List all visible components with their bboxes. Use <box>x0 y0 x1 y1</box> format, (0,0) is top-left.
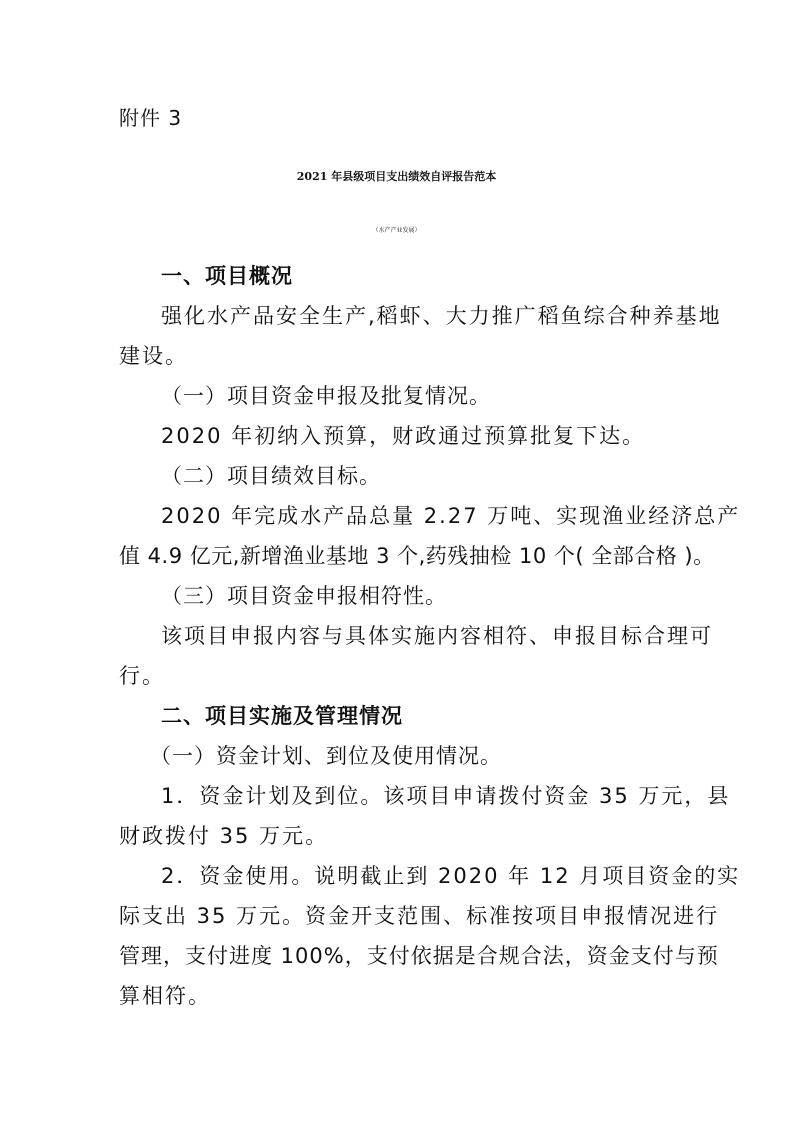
page-subtitle: （水产产业发展） <box>372 227 421 234</box>
section2-item2-line3: 管理，支付进度 100%，支付依据是合规合法，资金支付与预 <box>119 944 719 968</box>
section2-item2-line1: 2．资金使用。说明截止到 2020 年 12 月项目资金的实 <box>161 864 741 888</box>
page-title: 2021 年县级项目支出绩效自评报告范本 <box>296 170 497 183</box>
section1-sub3-line2: 行。 <box>119 664 165 688</box>
section1-sub1-text: 2020 年初纳入预算，财政通过预算批复下达。 <box>161 424 646 448</box>
overview-paragraph-line2: 建设。 <box>119 344 188 368</box>
section1-sub3-heading: （三）项目资金申报相符性。 <box>161 584 447 608</box>
section1-sub1-heading: （一）项目资金申报及批复情况。 <box>161 384 491 408</box>
section2-heading: 二、项目实施及管理情况 <box>161 704 403 728</box>
section2-item2-line4: 算相符。 <box>119 984 211 1008</box>
section2-item1-line2: 财政拨付 35 万元。 <box>119 824 329 848</box>
section1-sub2-line1: 2020 年完成水产品总量 2.27 万吨、实现渔业经济总产 <box>161 504 741 528</box>
section2-item2-line2: 际支出 35 万元。资金开支范围、标准按项目申报情况进行 <box>119 904 720 928</box>
section1-sub2-heading: （二）项目绩效目标。 <box>161 464 381 488</box>
section2-sub1-heading: （一）资金计划、到位及使用情况。 <box>150 744 502 768</box>
section1-sub2-line2: 值 4.9 亿元,新增渔业基地 3 个,药残抽检 10 个( 全部合格 )。 <box>119 544 715 568</box>
section1-sub3-line1: 该项目申报内容与具体实施内容相符、申报目标合理可 <box>161 624 713 648</box>
page-number <box>0 1021 793 1045</box>
attachment-label: 附件 3 <box>119 106 183 130</box>
section2-item1-line1: 1．资金计划及到位。该项目申请拨付资金 35 万元，县 <box>161 784 731 808</box>
section1-heading: 一、项目概况 <box>161 264 293 288</box>
overview-paragraph-line1: 强化水产品安全生产,稻虾、大力推广稻鱼综合种养基地 <box>161 304 722 328</box>
